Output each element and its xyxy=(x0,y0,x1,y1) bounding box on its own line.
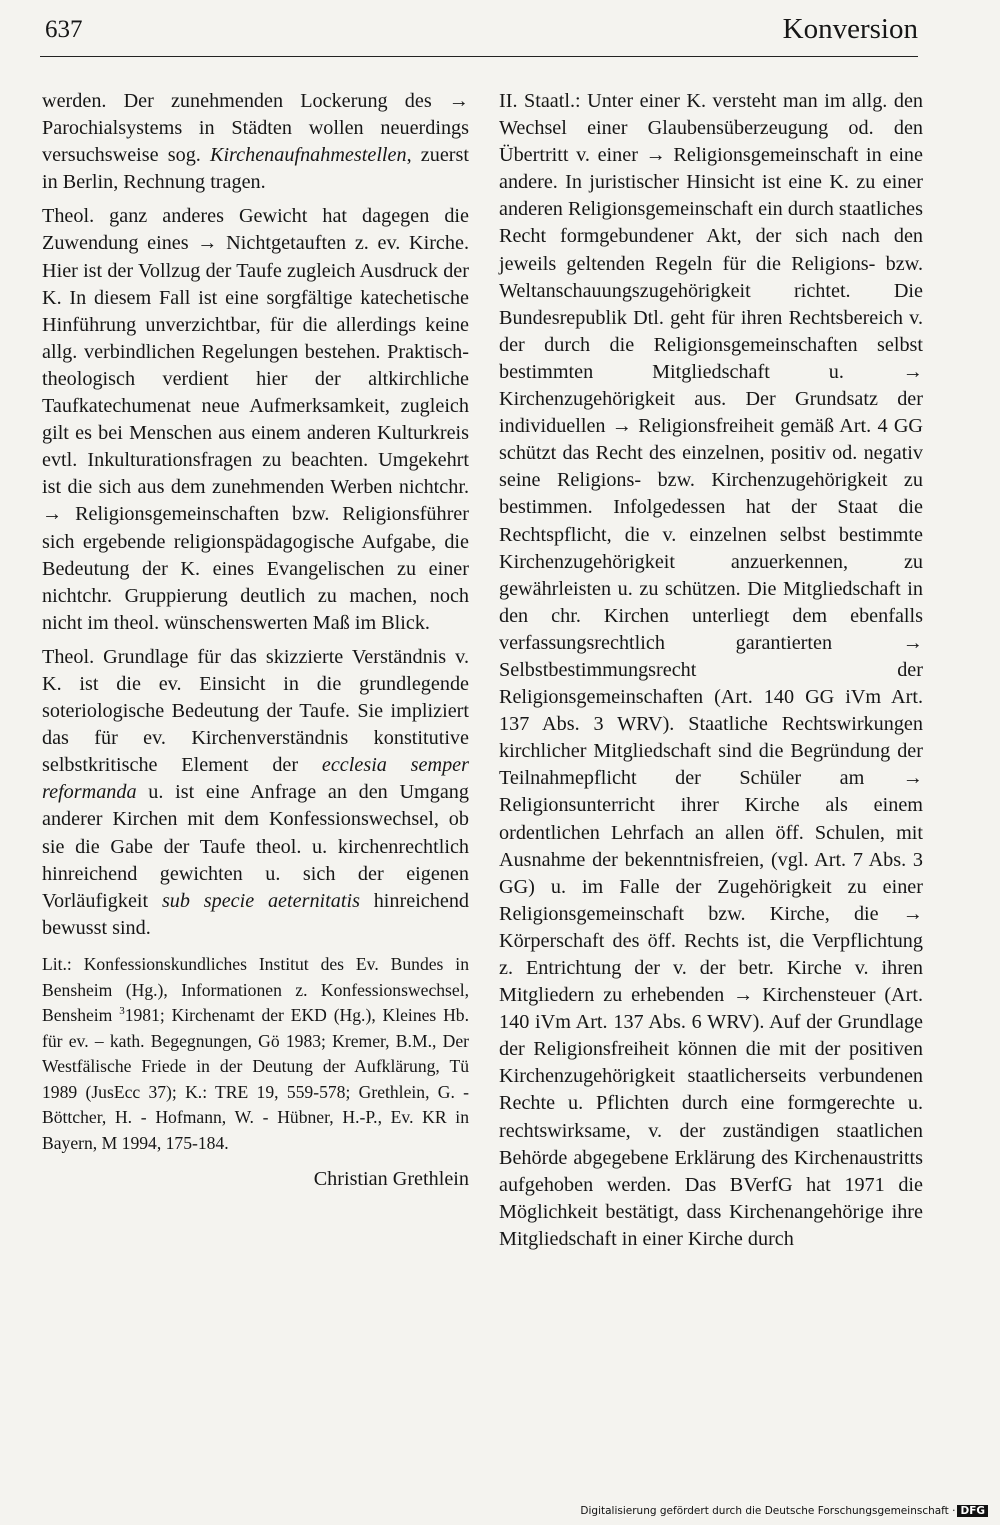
section-title: Konversion xyxy=(782,13,918,45)
literature-list: Lit.: Konfessionskundliches Institut des Ev. Bundes in Bensheim (Hg.), Informationen z. Konfessionswechsel, Bensheim $^3$1981; Kirchenamt der EKD (Hg.), Kleines Hb. für ev. – kath. Begegnungen, Gö 1983; Kremer, B.M., Der Westfälische Friede in der Deutung der Aufklärung, Tü 1989 (JusEcc 37); K.: TRE 19, 559-578; Grethlein, G. - Böttcher, H. - Hofmann, W. - Hübner, H.-P., Ev. KR in Bayern, M 1994, 175-184. xyxy=(42,953,469,1154)
footer-text: Digitalisierung gefördert durch die Deutsche Forschungsgemeinschaft · xyxy=(580,1505,956,1517)
paragraph: Theol. ganz anderes Gewicht hat dagegen die Zuwendung eines → Nichtgetauften z. ev. Kirche. Hier ist der Vollzug der Taufe zugleich Ausdruck der K. In diesem Fall ist eine sorgfältige katechetische Hinführung unverzichtbar, für die allerdings keine allg. verbindlichen Regelungen bestehen. Praktisch-theologisch verdient hier der altkirchliche Taufkatechumenat neue Aufmerksamkeit, zugleich gilt es bei Menschen aus einem anderen Kulturkreis evtl. Inkulturationsfragen zu beachten. Umgekehrt ist die sich aus dem zunehmenden Werben nichtchr. → Religionsgemeinschaften bzw. Religionsführer sich ergebende religionspädagogische Aufgabe, die Bedeutung der K. eines Evangelischen zu einer nichtchr. Gruppierung deutlich zu machen, noch nicht im theol. wünschenswerten Maß im Blick. xyxy=(42,205,469,634)
header-rule xyxy=(40,56,918,57)
left-column xyxy=(42,88,469,1193)
page-number: 637 xyxy=(45,16,83,43)
dfg-logo: DFG xyxy=(957,1505,988,1517)
right-column xyxy=(499,88,923,1260)
paragraph: II. Staatl.: Unter einer K. versteht man im allg. den Wechsel einer Glaubensüberzeugung od. den Übertritt v. einer → Religionsgemeinschaft in eine andere. In juristischer Hinsicht ist eine K. zu einer anderen Religionsgemeinschaft ein durch staatliches Recht formgebundener Akt, der sich nach den jeweils geltenden Regeln für die Religions- bzw. Weltanschauungszugehörigkeit richtet. Die Bundesrepublik Dtl. geht für ihren Rechtsbereich v. der durch die Religionsgemeinschaften selbst bestimmten Mitgliedschaft u. → Kirchenzugehörigkeit aus. Der Grundsatz der individuellen → Religionsfreiheit gemäß Art. 4 GG schützt das Recht des einzelnen, positiv od. negativ seine Religions- bzw. Kirchenzugehörigkeit zu bestimmen. Infolgedessen hat der Staat die Rechtspflicht, die v. einzelnen selbst bestimmte Kirchenzugehörigkeit anzuerkennen, zu gewährleisten u. zu schützen. Die Mitgliedschaft in den chr. Kirchen unterliegt dem ebenfalls verfassungsrechtlich garantierten → Selbstbestimmungsrecht der Religionsgemeinschaften (Art. 140 GG iVm Art. 137 Abs. 3 WRV). Staatliche Rechtswirkungen kirchlicher Mitgliedschaft sind die Begründung der Teilnahmepflicht der Schüler am → Religionsunterricht ihrer Kirche als einem ordentlichen Lehrfach an allen öff. Schulen, mit Ausnahme der bekenntnisfreien, (vgl. Art. 7 Abs. 3 GG) u. im Falle der Zugehörigkeit zu einer Religionsgemeinschaft bzw. Kirche, die → Körperschaft des öff. Rechts ist, die Verpflichtung z. Entrichtung der v. der betr. Kirche v. ihren Mitgliedern zu erhebenden → Kirchensteuer (Art. 140 iVm Art. 137 Abs. 6 WRV). Auf der Grundlage der Religionsfreiheit können die mit der positiven Kirchenzugehörigkeit staatlicherseits verbundenen Rechte u. Pflichten durch eine formgerechte u. rechtswirksame, v. der zuständigen staatlichen Behörde abgegebene Erklärung des Kirchenaustritts aufgehoben werden. Das BVerfG hat 1971 die Möglichkeit bestätigt, dass Kirchenangehörige ihre Mitgliedschaft in einer Kirche durch xyxy=(499,90,923,1250)
paragraph: Theol. Grundlage für das skizzierte Verständnis v. K. ist die ev. Einsicht in die grundlegende soteriologische Bedeutung der Taufe. Sie impliziert das für ev. Kirchenverständnis konstitutive selbstkritische Element der ecclesia semper reformanda u. ist eine Anfrage an den Umgang anderer Kirchen mit dem Konfessionswechsel, ob sie die Gabe der Taufe theol. u. kirchenrechtlich hinreichend gewichten u. sich der eigenen Vorläufigkeit sub specie aeternitatis hinreichend bewusst sind. xyxy=(42,645,470,939)
author-name: Christian Grethlein xyxy=(313,1167,469,1190)
page-header xyxy=(0,0,1000,60)
footer-credit xyxy=(580,1505,988,1517)
paragraph: werden. Der zunehmenden Lockerung des → Parochialsystems in Städten wollen neuerdings versuchsweise sog. Kirchenaufnahmestellen, zuerst in Berlin, Rechnung tragen. xyxy=(42,90,469,194)
